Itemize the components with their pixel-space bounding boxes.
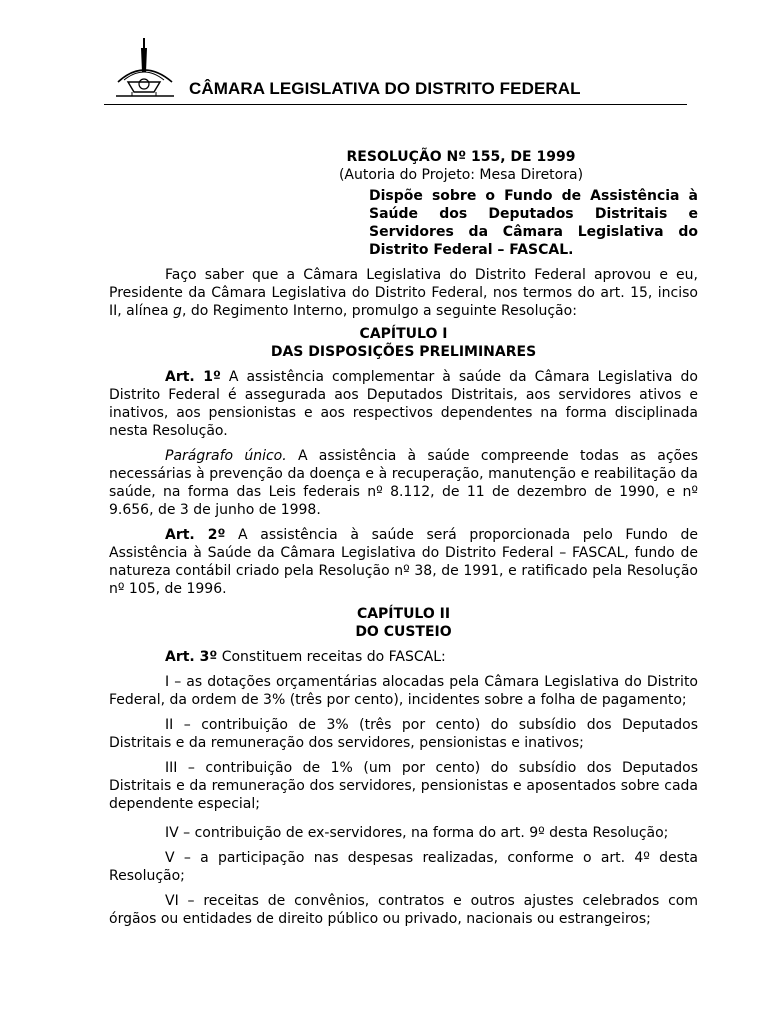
- article-3-item-vi: VI – receitas de convênios, contratos e outros ajustes celebrados com órgãos ou entidades de direito público ou privado, nacionais ou estrangeiros;: [109, 893, 698, 927]
- resolution-title: RESOLUÇÃO Nº 155, DE 1999: [346, 149, 576, 165]
- article-1: [109, 368, 698, 440]
- paragrafo-unico: [109, 447, 698, 519]
- article-3-text: Constituem receitas do FASCAL:: [217, 649, 446, 665]
- paragrafo-unico-label: Parágrafo único.: [165, 448, 287, 464]
- article-2: [109, 526, 698, 598]
- article-3-item-iv: IV – contribuição de ex-servidores, na forma do art. 9º desta Resolução;: [165, 825, 669, 841]
- chapter-2-number: CAPÍTULO II: [356, 606, 451, 622]
- article-2-label: Art. 2º: [165, 527, 226, 543]
- resolution-ementa: Dispõe sobre o Fundo de Assistência à Saúde dos Deputados Distritais e Servidores da Câmara Legislativa do Distrito Federal – FASCAL.: [369, 188, 698, 258]
- preamble-text: Faço saber que a Câmara Legislativa do Distrito Federal aprovou e eu, Presidente da Câmara Legislativa do Distrito Federal, nos termos do art. 15, inciso II, alínea: [109, 267, 698, 319]
- chapter-2-name: DO CUSTEIO: [355, 624, 452, 640]
- article-3-label: Art. 3º: [165, 649, 218, 665]
- article-3: [109, 648, 698, 666]
- document-body: [109, 148, 698, 928]
- article-3-item-iii: III – contribuição de 1% (um por cento) do subsídio dos Deputados Distritais e da remuneração dos servidores, pensionistas e aposentados sobre cada dependente especial;: [109, 760, 698, 812]
- header-divider: [104, 104, 687, 105]
- article-3-item-ii: II – contribuição de 3% (três por cento) do subsídio dos Deputados Distritais e da remuneração dos servidores, pensionistas e inativos;: [109, 717, 698, 751]
- chapter-1-name: DAS DISPOSIÇÕES PRELIMINARES: [270, 344, 537, 360]
- congress-building-emblem-icon: [114, 36, 176, 104]
- preamble-end: , do Regimento Interno, promulgo a seguinte Resolução:: [181, 303, 577, 319]
- paragrafo-unico-text: A assistência à saúde compreende todas as ações necessárias à prevenção da doença e à recuperação, manutenção e reabilitação da saúde, na forma das Leis federais nº 8.112, de 11 de dezembro de 1990, e nº 9.656, de 3 de junho de 1998.: [109, 448, 698, 518]
- resolution-authorship: (Autoria do Projeto: Mesa Diretora): [338, 167, 584, 183]
- article-3-item-v: V – a participação nas despesas realizadas, conforme o art. 4º desta Resolução;: [109, 850, 698, 884]
- article-1-label: Art. 1º: [165, 369, 221, 385]
- header-title: CÂMARA LEGISLATIVA DO DISTRITO FEDERAL: [189, 79, 581, 98]
- article-1-text: A assistência complementar à saúde da Câmara Legislativa do Distrito Federal é assegurada aos Deputados Distritais, aos servidores ativos e inativos, aos pensionistas e aos respectivos dependentes na forma disciplinada nesta Resolução.: [109, 369, 698, 439]
- preamble-paragraph: [109, 266, 698, 320]
- article-2-text: A assistência à saúde será proporcionada pelo Fundo de Assistência à Saúde da Câmara Legislativa do Distrito Federal – FASCAL, fundo de natureza contábil criado pela Resolução nº 38, de 1991, e ratificado pela Resolução nº 105, de 1996.: [109, 527, 698, 597]
- article-3-item-i: I – as dotações orçamentárias alocadas pela Câmara Legislativa do Distrito Federal, da ordem de 3% (três por cento), incidentes sobre a folha de pagamento;: [109, 674, 698, 708]
- chapter-1-number: CAPÍTULO I: [359, 326, 448, 342]
- preamble-italic-letter: g: [173, 303, 182, 319]
